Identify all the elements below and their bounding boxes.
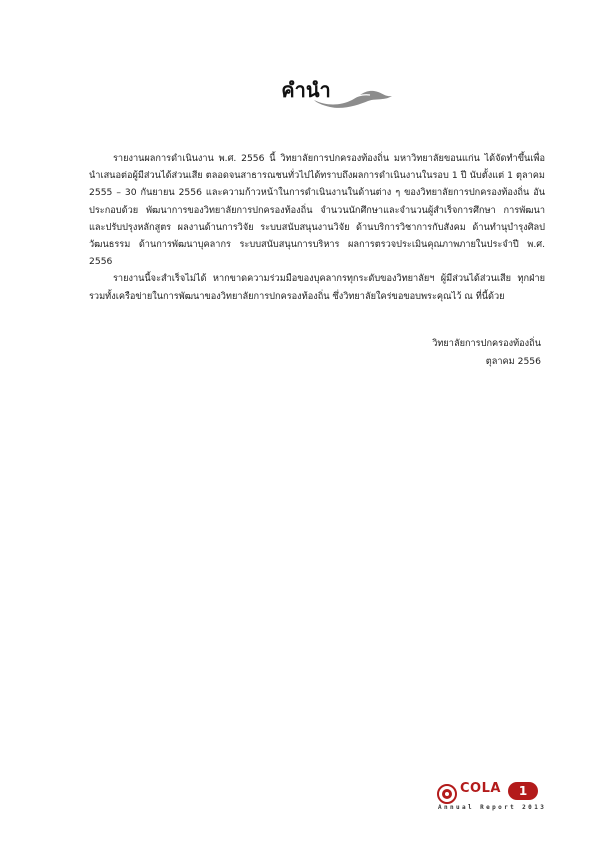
intro-paragraph-1: รายงานผลการดำเนินงาน พ.ศ. 2556 นี้ วิทยาลัยการปกครองท้องถิ่น มหาวิทยาลัยขอนแก่น ได้จัดทำขึ้นเพื่อนำเสนอต่อผู้มีส่วนได้ส่วนเสีย ตลอดจนสาธารณชนทั่วไปได้ทราบถึงผลการดำเนินงานในรอบ 1 ปี นับตั้งแต่ 1 ตุลาคม 2555 – 30 กันยายน 2556 และความก้าวหน้าในการดำเนินงานในด้านต่าง ๆ ของวิทยาลัยการปกครองท้องถิ่น อันประกอบด้วย พัฒนาการของวิทยาลัยการปกครองท้องถิ่น จำนวนนักศึกษาและจำนวนผู้สำเร็จการศึกษา การพัฒนาและปรับปรุงหลักสูตร ผลงานด้านการวิจัย ระบบสนับสนุนงานวิจัย ด้านบริการวิชาการกับสังคม ด้านทำนุบำรุงศิลปวัฒนธรรม ด้านการพัฒนาบุคลากร ระบบสนับสนุนการบริหาร ผลการตรวจประเมินคุณภาพภายในประจำปี พ.ศ. 2556 (89, 153, 545, 268)
intro-paragraph-2: รายงานนี้จะสำเร็จไม่ได้ หากขาดความร่วมมือของบุคลากรทุกระดับของวิทยาลัยฯ ผู้มีส่วนได้ส่วนเสีย ทุกฝ่าย รวมทั้งเครือข่ายในการพัฒนาของวิทยาลัยการปกครองท้องถิ่น ซึ่งวิทยาลัยใคร่ขอขอบพระคุณไว้ ณ ที่นี้ด้วย (89, 273, 545, 302)
decorative-swoosh-icon (312, 88, 394, 110)
college-seal-icon (437, 784, 457, 804)
signature-organization: วิทยาลัยการปกครองท้องถิ่น (432, 338, 541, 349)
page-title: คำนำ (281, 78, 331, 102)
signature-block (432, 335, 541, 371)
signature-date: ตุลาคม 2556 (485, 356, 541, 367)
page-number-badge: 1 (508, 782, 538, 800)
annual-report-label: Annual Report 2013 (438, 804, 547, 811)
body-text (89, 150, 545, 305)
cola-logo-text: COLA (460, 781, 501, 796)
